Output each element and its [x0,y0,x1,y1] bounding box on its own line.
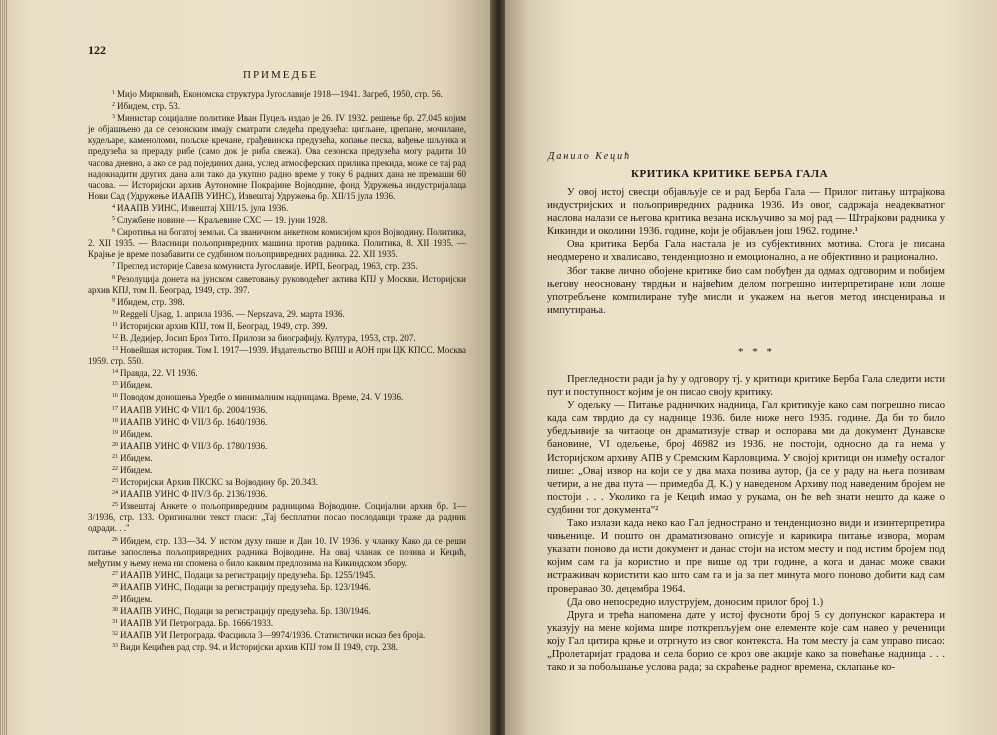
footnote-text: Ибидем. [120,465,153,475]
footnote-text: ИААПВ УИНС Ф VII/1 бр. 2004/1936. [120,404,268,415]
footnote-item [88,440,466,452]
footnote-text: Ибидем. [120,428,153,439]
footnote-text: ИААПВ УИНС, Подаци за регистрацију предузећа. Бр. 1255/1945. [120,569,376,580]
footnote-text: Ибидем, стр. 398. [117,296,185,307]
footnote-item [88,416,466,428]
footnote-item [88,88,466,100]
footnote-item [88,500,466,534]
article-body-main [547,373,945,674]
footnote-text: ИААПВ УИ Петроградa. Бр. 1666/1933. [120,618,274,629]
footnote-text: ИААПВ УИНС, Подаци за регистрацију предузећа. Бр. 130/1946. [120,606,371,617]
footnote-number: 1 [112,90,115,96]
left-page-edges [0,0,8,735]
footnote-number: 29 [112,595,118,602]
section-separator: * * * [738,346,775,358]
footnote-text: Историјски Архив ПКСКС за Војводину бр. 20.343. [120,477,318,488]
footnote-item [88,379,466,391]
footnote-item [88,428,466,440]
footnotes-list [88,88,466,654]
footnote-item [88,476,466,488]
footnote-text: Ибидем. [120,452,153,463]
footnote-number: 31 [112,619,118,626]
footnote-item [88,617,466,629]
footnote-number: 23 [112,478,118,485]
footnote-number: 17 [112,405,118,412]
footnote-text: Преглед историје Савеза комуниста Југославије. ИРП, Београд, 1963, стр. 235. [117,261,418,272]
footnote-item [88,273,466,296]
footnote-number: 2 [112,102,115,109]
footnote-number: 8 [112,274,115,281]
footnote-number: 3 [112,114,115,121]
footnote-item [88,605,466,617]
footnote-number: 21 [112,453,118,460]
footnote-number: 19 [112,429,118,436]
footnote-number: 27 [112,570,118,577]
article-author: Данило Кецић [548,151,632,162]
footnote-item [88,391,466,403]
paragraph: Друга и трећа напомена дате у истој фуснoти број 5 су допунског карактера и указују на мене којима шире поткрепљујем оне елементе које сам навео у реченици коју Гал цитира крње и отргнуто из свог контекста. На том месту ја сам управо писао: „Пролетаријат градова и села борио се кроз ове акције како за повећање надница . . . тако и за побољшање услова рада; за скраћење радног времена, склапање ко- [547,609,945,674]
footnote-item [88,488,466,500]
footnote-number: 18 [112,417,118,424]
footnote-item [88,320,466,332]
footnote-item [88,332,466,344]
footnote-item [88,214,466,226]
footnote-item [88,308,466,320]
footnote-number: 4 [112,203,115,210]
footnote-item [88,641,466,653]
article-title: КРИТИКА КРИТИКЕ БЕРБА ГАЛА [631,168,829,180]
footnote-text: Правда, 22. VI 1936. [120,368,198,379]
paragraph: У одељку — Питање радничких надница, Гал критикује како сам погрешно писао када сам тврдио да су наднице 1936. биле ниже него 1935. године. Да би то било убедљивије за читаоце он драматизује ствар и оспорава ми да документ Дунавске бановине, VI одељење, број 46982 из 1936. не постоји, односно да га нема у Историјском архиву АПВ у Сремским Карловцима. У својој критици он између осталог пише: „Овај извор на који се у два маха позива аутор, (ја се у раду на њега позивам четири, а не два пута — примедба Д. К.) у наведеном Архиву под наведеним бројем не постоји . . . Уколико га је Кецић имао у рукама, он ће већ знати нешто да каже о судбини тог документа"² [547,400,945,516]
footnote-number: 11 [112,321,118,328]
paragraph: У овој истој свесци објављује се и рад Берба Гала — Прилог питању штрајкова индустријских и пољопривредних радника 1936. Из овог, садржаја неадекватног наслова налази се његова критика везана искључиво за мој рад — Штрајкови радника у Кикинди и околини 1936. године, који је објављен још 1962. године.¹ [547,187,945,238]
footnote-item [88,593,466,605]
footnote-text: Извештај Анкете о пољопривредним радницима Војводине. Социјални архив бр. 1—3/1936, стр. 133. Оригинални текст гласи: „Тај бесплатни посао послодавци траже да радник одради. . ." [88,501,466,534]
paragraph: Ова критика Берба Гала настала је из субјективних мотива. Стога је писана неодмерено и хвалисаво, тенденциозно и емоционално, а не објективно и рационално. [547,239,945,264]
footnote-text: Поводом доношења Уредбе о минималним надницама. Време, 24. V 1936. [120,392,404,403]
footnote-item [88,296,466,308]
footnote-number: 12 [112,333,118,340]
footnote-item [88,404,466,416]
footnote-text: Новейшая история. Том I. 1917—1939. Издательство ВПШ и АОН при ЦК КПСС. Москва 1959. стр. 550. [88,345,466,367]
footnote-number: 13 [112,346,118,353]
footnote-number: 25 [112,502,118,509]
footnote-number: 22 [112,466,118,472]
footnote-item [88,226,466,260]
footnote-item [88,202,466,214]
footnote-number: 7 [112,262,115,269]
footnote-item [88,260,466,272]
footnote-number: 24 [112,490,118,497]
footnote-item [88,344,466,367]
left-page [0,0,492,735]
footnote-text: ИААПВ УИНС Ф VII/3 бр. 1780/1936. [120,440,268,451]
footnote-text: Резолуција донета на јунском саветовању руководећег актива КПЈ у Москви. Историјски архив КПЈ, том II. Београд, 1949, стр. 397. [88,273,466,295]
footnote-text: В. Дедијер, Јосип Броз Тито. Прилози за биографију. Култура, 1953, стр. 207. [120,332,416,343]
footnote-text: Сиротиња на богатој земљи. Са званичном анкетном комисијом кроз Војводину. Политика, 2. XII 1935. — Власници пољопривредних машина против радника. Политика, 8. XII 1935. — Крајње је време позабавити се судбином пољопривредних радника. 22. XII 1935. [88,227,466,260]
paragraph: Због такве лично обојене критике био сам побуђен да одмах одговорим и побијем његову неосновану тврдњи и највећим делом погрешно интерпретиране или лоше употребљене компилиране туђе мисли и укажем на његов метод инсценирања и импутирања. [547,265,945,316]
footnote-text: Ибидем. [120,594,153,605]
paragraph: (Да ово непосредно илуструјем, доносим прилог број 1.) [567,596,824,608]
footnote-text: Види Кецићев рад стр. 94. и Историјски архив КПЈ том II 1949, стр. 238. [120,642,398,653]
footnote-number: 9 [112,297,115,304]
footnote-text: ИААПВ УИ Петроградa. Фасцикла 3—9974/1936. Статистички исказ без броја. [120,630,426,641]
footnote-item [88,367,466,379]
footnote-text: ИААПВ УИНС, Извештај XIII/15. јула 1936. [117,202,289,213]
footnote-item [88,100,466,112]
footnote-item [88,452,466,464]
footnote-item [88,569,466,581]
footnote-number: 5 [112,216,115,223]
footnote-number: 6 [112,228,115,235]
notes-heading: ПРИМЕДБЕ [243,69,319,81]
page-number: 122 [88,43,106,57]
footnote-text: Ибидем. [120,380,153,391]
footnote-item [88,629,466,641]
article-body-intro [547,186,945,317]
footnote-text: ИААПВ УИНС Ф VII/3 бр. 1640/1936. [120,416,268,427]
footnote-number: 15 [112,381,118,388]
footnote-item [88,581,466,593]
footnote-number: 10 [112,309,118,316]
footnote-number: 32 [112,631,118,638]
footnote-number: 26 [112,536,118,543]
footnote-number: 33 [112,643,118,650]
paragraph: Прегледности ради ја ћу у одговору тј. у критици критике Берба Гала следити исти пут и поступност којим је он писао своју критику. [547,374,945,399]
footnote-text: ИААПВ УИНС, Подаци за регистрацију предузећа. Бр. 123/1946. [120,581,371,592]
footnote-number: 28 [112,582,118,589]
footnote-item [88,535,466,569]
footnote-number: 20 [112,441,118,448]
footnote-text: Мијо Мирковић, Економска структура Југославије 1918—1941. Загреб, 1950, стр. 56. [117,89,443,99]
footnote-text: Reggeli Ujsag, 1. априла 1936. — Nepszava, 29. марта 1936. [120,308,345,319]
footnote-text: Ибидем, стр. 133—34. У истом духу пише и Дан 10. IV 1936. у чланку Како да се реши питање запослења пољопривредних радника Војводине. На овај чланак се позива и Кецић, међутим у њему нема ни спомена о било каквим предлозима на Кикиндском збору. [88,535,466,568]
paragraph: Тако излази када неко као Гал једнострано и тенденциозно види и изинтерпретира чињенице. И пошто он драматизовано описује и карикира питање извора, морам указати поново да исти документ и данас стоји на истом месту и под истим бројем под којим сам га ја користио и пре више од три године, а кога и данас може сваки истраживач користити као што сам га и ја за пет минута мого поново добити кад сам проверавао 30. децембра 1964. [547,518,945,595]
footnote-text: Историјски архив КПЈ, том II, Београд, 1949, стр. 399. [119,320,328,331]
footnote-item [88,112,466,202]
footnote-number: 30 [112,607,118,614]
footnote-text: Ибидем, стр. 53. [117,101,180,112]
footnote-text: Службене новине — Краљевине СХС — 19. јуни 1928. [117,215,328,226]
footnote-number: 16 [112,393,118,400]
footnote-text: Министар социјалне политике Иван Пуцељ издао је 26. IV 1932. решење бр. 27.045 којим је објашњено да се сезонским имају сматрати следећа предузећа: цигљане, црепане, мочилане, кудељаре, каменоломи, пољске кречане, грађевинска предузећа, копање песка, вађење шљунка и предузећа за прераду рибе (само док је риба свежа). Ова сезонска предузећа могу радити 10 часова дневно, а ако се рад појединих дана, услед атмосферских прилика прекида, може се тај рад надокнадити других дана али тако да укупно радно време у току 6 радних дана не премаши 60 часова. — Историјски архив Аутономне Покрајине Војводине, фонд Удружења индустријалаца Нови Сад (Удружење ИААПВ УИНС), Извештај Удружења бр. XII/15 јула 1936. [88,113,466,201]
footnote-text: ИААПВ УИНС Ф IIV/3 бр. 2136/1936. [120,489,268,500]
footnote-item [88,464,466,476]
footnote-number: 14 [112,369,118,376]
